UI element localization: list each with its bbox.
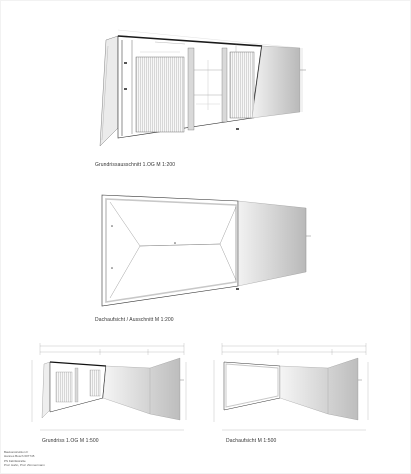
title-block bbox=[4, 450, 45, 467]
plan-overview-facade bbox=[103, 358, 180, 420]
plan-overview-caption: Grundriss 1.OG M 1:500 bbox=[42, 438, 99, 444]
roof-overview-caption: Dachaufsicht M 1:500 bbox=[226, 438, 277, 444]
title-block-line: Baukonstruktion F bbox=[4, 450, 29, 454]
plan-detail-hatched-panel-right bbox=[230, 52, 254, 118]
title-block-line: Prof. Hahn, Prof. Zimmermann bbox=[4, 462, 45, 467]
plan-detail-hatched-panel-left bbox=[136, 57, 184, 132]
plan-detail-view bbox=[100, 30, 306, 146]
title-block-line: Hannes Bosch 607745 bbox=[4, 454, 35, 459]
roof-overview-facade bbox=[280, 358, 358, 420]
roof-detail-caption: Dachaufsicht / Ausschnitt M 1:200 bbox=[95, 317, 174, 323]
plan-overview-view bbox=[32, 343, 186, 430]
roof-overview-view bbox=[214, 343, 368, 430]
roof-overview-outline bbox=[224, 362, 280, 410]
roof-detail-outline bbox=[102, 195, 238, 306]
roof-detail-view bbox=[102, 195, 311, 306]
title-block-line: PS Fabrikstraße bbox=[4, 458, 26, 463]
roof-detail-facade bbox=[238, 201, 306, 286]
plan-detail-caption: Grundrissausschnitt 1.OG M 1:200 bbox=[95, 162, 176, 168]
